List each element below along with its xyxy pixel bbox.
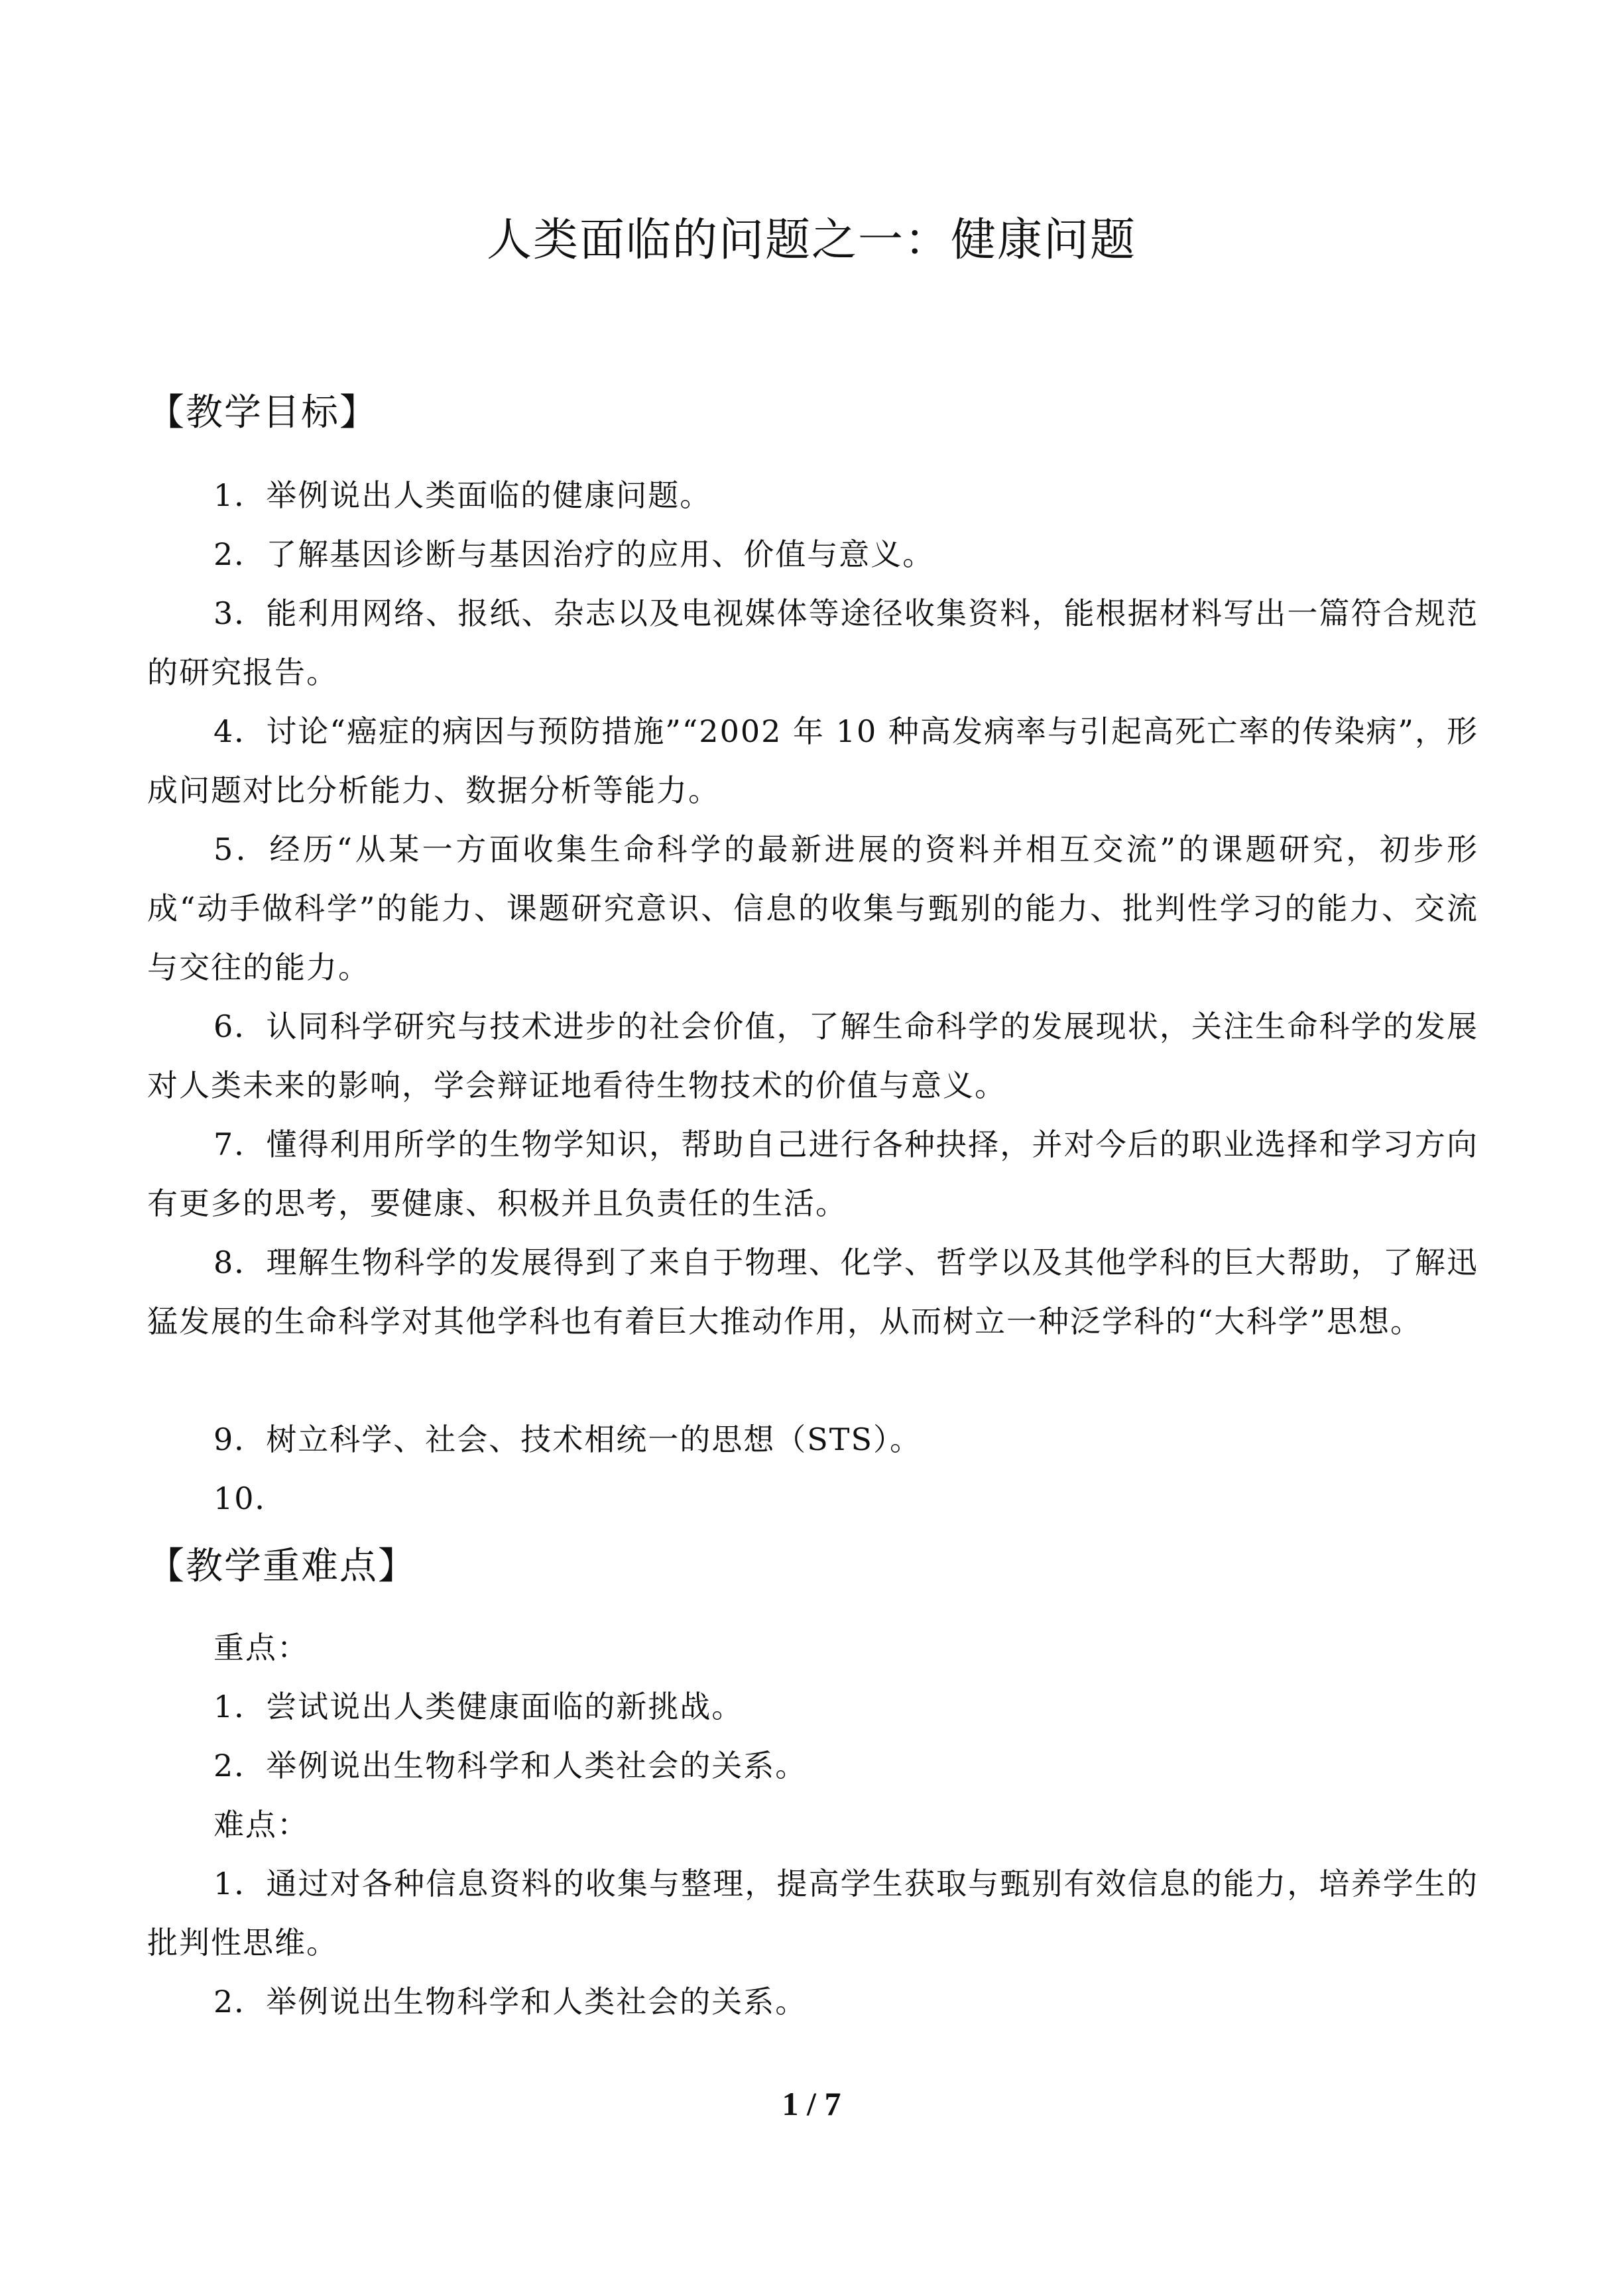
objective-item-1: 1．举例说出人类面临的健康问题。	[213, 477, 712, 513]
key-point-item-1: 1．尝试说出人类健康面临的新挑战。	[213, 1689, 744, 1724]
objective-item-2: 2．了解基因诊断与基因治疗的应用、价值与意义。	[213, 536, 935, 572]
page-number: 1 / 7	[782, 2085, 841, 2122]
objective-item-10: 10．	[213, 1480, 287, 1516]
objective-item-5: 5．经历“从某一方面收集生命科学的最新进展的资料并相互交流”的课题研究，初步形成“动手做科学”的能力、课题研究意识、信息的收集与甄别的能力、批判性学习的能力、交流与交往的能力。	[147, 831, 1478, 985]
key-points-label: 重点：	[213, 1630, 309, 1665]
difficult-point-item-1: 1．通过对各种信息资料的收集与整理，提高学生获取与甄别有效信息的能力，培养学生的批判性思维。	[147, 1866, 1478, 1961]
objective-item-8: 8．理解生物科学的发展得到了来自于物理、化学、哲学以及其他学科的巨大帮助，了解迅猛发展的生命科学对其他学科也有着巨大推动作用，从而树立一种泛学科的“大科学”思想。	[147, 1244, 1478, 1339]
objective-item-3: 3．能利用网络、报纸、杂志以及电视媒体等途径收集资料，能根据材料写出一篇符合规范的研究报告。	[147, 595, 1478, 690]
key-difficult-heading: 【教学重难点】	[147, 1545, 416, 1588]
objective-item-6: 6．认同科学研究与技术进步的社会价值，了解生命科学的发展现状，关注生命科学的发展对人类未来的影响，学会辩证地看待生物技术的价值与意义。	[147, 1008, 1478, 1103]
difficult-point-item-2: 2．举例说出生物科学和人类社会的关系。	[213, 1984, 808, 2020]
objectives-heading: 【教学目标】	[147, 391, 378, 434]
key-point-item-2: 2．举例说出生物科学和人类社会的关系。	[213, 1748, 808, 1783]
objective-item-4: 4．讨论“癌症的病因与预防措施”“2002 年 10 种高发病率与引起高死亡率的传染病”，形成问题对比分析能力、数据分析等能力。	[147, 713, 1478, 808]
document-title: 人类面临的问题之一：健康问题	[486, 214, 1136, 267]
objective-item-9: 9．树立科学、社会、技术相统一的思想（STS）。	[213, 1421, 922, 1457]
difficult-points-label: 难点：	[213, 1807, 309, 1843]
objective-item-7: 7．懂得利用所学的生物学知识，帮助自己进行各种抉择，并对今后的职业选择和学习方向有更多的思考，要健康、积极并且负责任的生活。	[147, 1126, 1478, 1221]
